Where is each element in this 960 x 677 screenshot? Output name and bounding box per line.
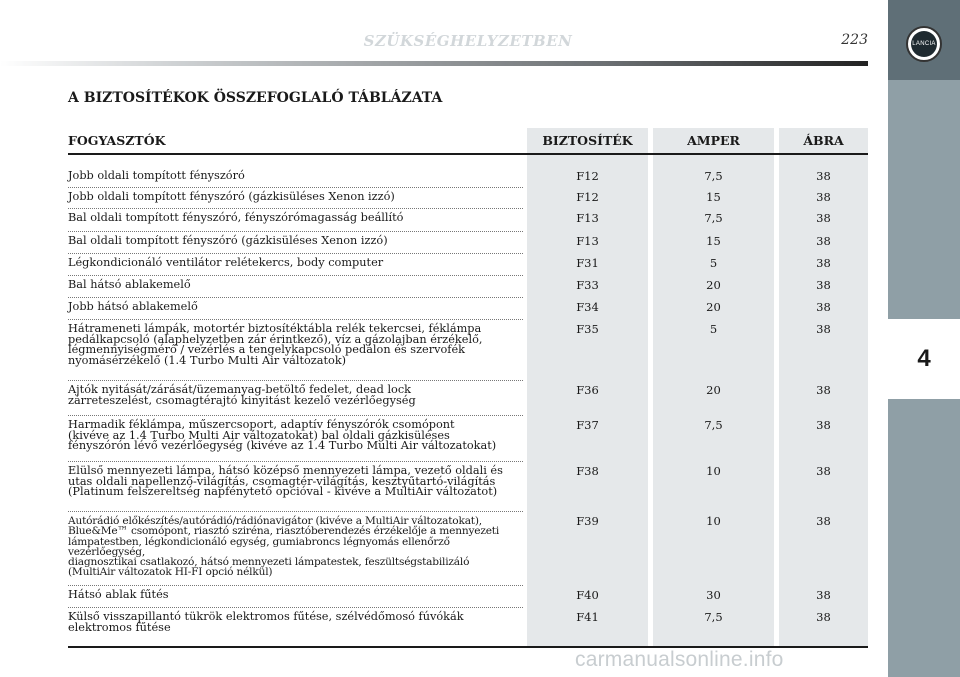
figure-cell: 38 bbox=[816, 211, 831, 225]
page-header bbox=[68, 28, 868, 52]
header-divider bbox=[0, 61, 868, 66]
fuse-cell: F41 bbox=[576, 610, 599, 624]
figure-cell: 38 bbox=[816, 514, 831, 528]
amper-cell: 5 bbox=[709, 256, 718, 270]
consumer-description-line: Hátsó ablak fűtés bbox=[68, 588, 169, 601]
lancia-logo bbox=[906, 26, 942, 62]
row-separator bbox=[68, 253, 523, 254]
row-separator bbox=[68, 275, 523, 276]
consumer-description-line: zárreteszelést, csomagtérajtó kinyitást kezelő vezérlőegység bbox=[68, 393, 416, 407]
fuse-column-bg bbox=[527, 153, 648, 648]
consumer-description bbox=[68, 258, 523, 269]
fuse-cell: F36 bbox=[576, 383, 599, 397]
amper-cell: 20 bbox=[706, 383, 721, 397]
figure-cell: 38 bbox=[816, 418, 831, 432]
figure-cell: 38 bbox=[816, 190, 831, 204]
consumer-description bbox=[68, 466, 523, 498]
figure-cell: 38 bbox=[816, 169, 831, 183]
consumer-description bbox=[68, 420, 523, 452]
consumer-description bbox=[68, 236, 523, 247]
consumer-description-line: Bal oldali tompított fényszóró, fényszórómagasság beállító bbox=[68, 211, 404, 224]
consumer-description-line: légmennyiségmérő / vezérlés a tengelykapcsoló pedálon és szervofék bbox=[68, 343, 466, 356]
row-separator bbox=[68, 585, 523, 586]
consumer-description-line: utas oldali napellenző-világítás, csomagtér-világítás, kesztyűtartó-világítás bbox=[68, 474, 496, 488]
amper-cell: 20 bbox=[706, 278, 721, 292]
page-title: A BIZTOSÍTÉKOK ÖSSZEFOGLALÓ TÁBLÁZATA bbox=[68, 90, 443, 106]
page-number: 223 bbox=[841, 32, 868, 48]
amper-cell: 20 bbox=[706, 300, 721, 314]
chapter-tab[interactable] bbox=[888, 319, 960, 399]
figure-column-bg bbox=[779, 153, 868, 648]
column-header-fuse: BIZTOSÍTÉK bbox=[542, 133, 633, 148]
consumer-description bbox=[68, 612, 523, 633]
fuse-cell: F13 bbox=[576, 234, 599, 248]
figure-cell: 38 bbox=[816, 322, 831, 336]
consumer-description bbox=[68, 590, 523, 601]
consumer-description-line: Bal oldali tompított fényszóró (gázkisüléses Xenon izzó) bbox=[68, 234, 388, 247]
consumer-description bbox=[68, 171, 523, 182]
row-separator bbox=[68, 461, 523, 462]
consumer-description bbox=[68, 213, 523, 224]
row-separator bbox=[68, 415, 523, 416]
consumer-description-line: pedálkapcsoló (alaphelyzetben zár érintkező), víz a gázolajban érzékelő, bbox=[68, 332, 483, 346]
fuse-cell: F34 bbox=[576, 300, 599, 314]
consumer-description-line: Ajtók nyitását/zárását/üzemanyag-betöltő fedelet, dead lock bbox=[68, 383, 412, 396]
amper-column-bg bbox=[653, 153, 774, 648]
row-separator bbox=[68, 319, 523, 320]
figure-cell: 38 bbox=[816, 256, 831, 270]
figure-cell: 38 bbox=[816, 383, 831, 397]
amper-cell: 5 bbox=[709, 322, 718, 336]
table-top-rule bbox=[68, 153, 868, 155]
consumer-description-line: (Platinum felszereltség napfénytető opcióval - kivéve a MultiAir változatot) bbox=[68, 485, 498, 498]
consumer-description bbox=[68, 280, 523, 291]
watermark: carmanualsonline.info bbox=[575, 648, 784, 671]
amper-cell: 15 bbox=[706, 190, 721, 204]
fuse-cell: F12 bbox=[576, 169, 599, 183]
figure-cell: 38 bbox=[816, 278, 831, 292]
figure-cell: 38 bbox=[816, 464, 831, 478]
figure-cell: 38 bbox=[816, 234, 831, 248]
consumer-description-line: Légkondicionáló ventilátor relétekercs, body computer bbox=[68, 256, 384, 269]
fuse-cell: F38 bbox=[576, 464, 599, 478]
section-title: SZÜKSÉGHELYZETBEN bbox=[363, 32, 573, 50]
consumer-description-line: diagnosztikai csatlakozó, hátsó mennyezeti lámpatestek, feszültségstabilizáló bbox=[68, 556, 470, 569]
consumer-description-line: (kivéve az 1.4 Turbo Multi Air változatokat) bal oldali gázkisüléses bbox=[68, 428, 450, 442]
amper-cell: 10 bbox=[706, 464, 721, 478]
chapter-number: 4 bbox=[917, 345, 931, 372]
consumer-description-line: Elülső mennyezeti lámpa, hátsó középső mennyezeti lámpa, vezető oldali és bbox=[68, 464, 503, 477]
consumer-description bbox=[68, 302, 523, 313]
consumer-description-line: Jobb oldali tompított fényszóró (gázkisüléses Xenon izzó) bbox=[68, 190, 395, 203]
amper-cell: 30 bbox=[706, 588, 721, 602]
consumer-description-line: Blue&Me™ csomópont, riasztó sziréna, riasztóberendezés érzékelője a mennyezeti bbox=[68, 525, 500, 538]
row-separator bbox=[68, 187, 523, 188]
consumer-description-line: Külső visszapillantó tükrök elektromos fűtése, szélvédőmosó fúvókák bbox=[68, 610, 464, 623]
row-separator bbox=[68, 231, 523, 232]
fuse-cell: F40 bbox=[576, 588, 599, 602]
consumer-description-line: Autórádió előkészítés/autórádió/rádiónavigátor (kivéve a MultiAir változatokat), bbox=[68, 515, 482, 527]
fuse-cell: F37 bbox=[576, 418, 599, 432]
fuse-cell: F35 bbox=[576, 322, 599, 336]
consumer-description bbox=[68, 192, 523, 203]
fuse-cell: F12 bbox=[576, 190, 599, 204]
consumer-description-line: Harmadik féklámpa, műszercsoport, adaptív fényszórók csomópont bbox=[68, 418, 455, 431]
row-separator bbox=[68, 380, 523, 381]
amper-cell: 7,5 bbox=[704, 610, 723, 624]
consumer-description bbox=[68, 516, 528, 578]
row-separator bbox=[68, 511, 523, 512]
amper-cell: 7,5 bbox=[704, 211, 723, 225]
amper-cell: 7,5 bbox=[704, 418, 723, 432]
amper-cell: 10 bbox=[706, 514, 721, 528]
consumer-description bbox=[68, 324, 523, 366]
figure-cell: 38 bbox=[816, 588, 831, 602]
fuse-cell: F39 bbox=[576, 514, 599, 528]
fuse-cell: F33 bbox=[576, 278, 599, 292]
lancia-logo-text: LANCIA bbox=[911, 31, 937, 57]
fuse-cell: F13 bbox=[576, 211, 599, 225]
consumer-description-line: Jobb oldali tompított fényszóró bbox=[68, 169, 245, 182]
consumer-description-line: elektromos fűtése bbox=[68, 620, 171, 634]
column-header-amper: AMPER bbox=[687, 133, 740, 148]
figure-cell: 38 bbox=[816, 300, 831, 314]
row-separator bbox=[68, 607, 523, 608]
consumer-description-line: (MultiAir változatok HI-FI opció nélkül) bbox=[68, 566, 273, 579]
figure-cell: 38 bbox=[816, 610, 831, 624]
row-separator bbox=[68, 208, 523, 209]
fuse-cell: F31 bbox=[576, 256, 599, 270]
consumer-description-line: Hátrameneti lámpák, motortér biztosítéktábla relék tekercsei, féklámpa bbox=[68, 322, 482, 335]
consumer-description-line: nyomásérzékelő (1.4 Turbo Multi Air változatok) bbox=[68, 353, 347, 367]
amper-cell: 15 bbox=[706, 234, 721, 248]
column-header-figure: ÁBRA bbox=[803, 133, 844, 148]
chapter-sidebar bbox=[888, 0, 960, 677]
consumer-description-line: fényszórón lévő vezérlőegység (kivéve az 1.4 Turbo Multi Air változatokat) bbox=[68, 439, 497, 452]
logo-area bbox=[888, 0, 960, 80]
amper-cell: 7,5 bbox=[704, 169, 723, 183]
consumer-description bbox=[68, 385, 523, 406]
consumer-description-line: lámpatestben, légkondicionáló egység, gumiabroncs légnyomás ellenőrző vezérlőegység, bbox=[68, 535, 450, 558]
column-header-consumers: FOGYASZTÓK bbox=[68, 133, 166, 148]
consumer-description-line: Bal hátsó ablakemelő bbox=[68, 278, 191, 291]
consumer-description-line: Jobb hátsó ablakemelő bbox=[68, 300, 198, 313]
row-separator bbox=[68, 297, 523, 298]
